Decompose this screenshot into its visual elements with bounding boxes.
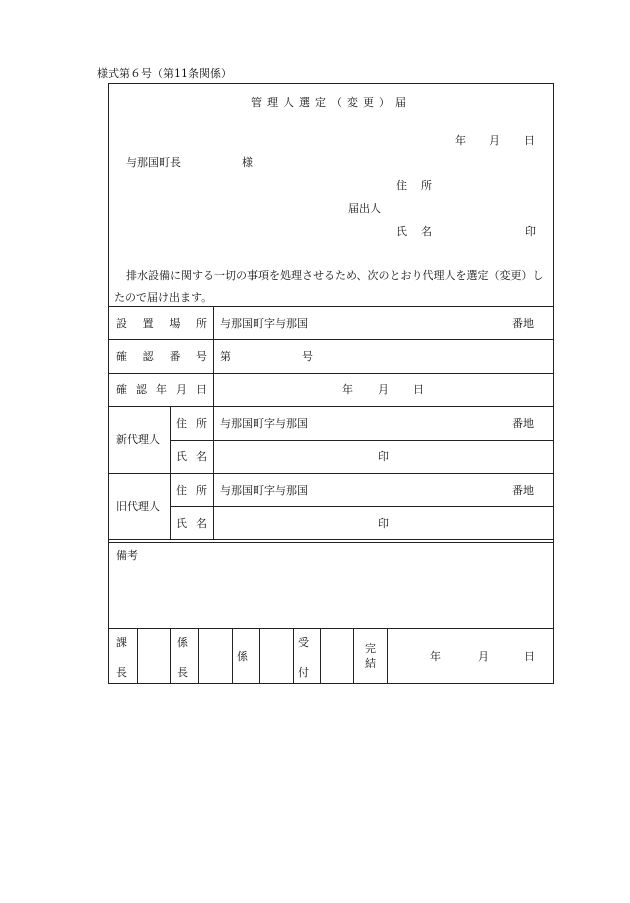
divider <box>259 628 260 684</box>
date-year: 年 <box>455 134 466 147</box>
label-char: 月 <box>176 383 187 396</box>
confirmation-date-month: 月 <box>378 383 389 396</box>
new-agent-name-label <box>176 451 207 462</box>
label-char: 置 <box>142 317 154 330</box>
completed-label-1: 完 <box>365 642 376 655</box>
label-char: 所 <box>196 417 207 430</box>
location-label <box>116 318 207 329</box>
remarks-label: 備考 <box>116 549 138 562</box>
divider <box>320 628 321 684</box>
subsection-chief-label-2: 長 <box>177 666 188 679</box>
new-agent-address-prefix: 与那国町字与那国 <box>220 417 308 430</box>
label-char: 住 <box>176 417 187 430</box>
label-char: 認 <box>136 383 147 396</box>
label-char: 確 <box>116 350 127 363</box>
label-char: 設 <box>116 317 127 330</box>
divider <box>353 628 354 684</box>
received-label-1: 受 <box>298 636 309 649</box>
divider <box>108 542 554 543</box>
divider <box>293 628 294 684</box>
label-char: 所 <box>195 317 207 330</box>
new-agent-seal: 印 <box>378 450 389 463</box>
applicant-seal: 印 <box>525 225 536 238</box>
completion-year: 年 <box>430 650 441 663</box>
label-char: 場 <box>169 317 181 330</box>
label-char: 番 <box>169 350 181 363</box>
label-char: 所 <box>196 484 207 497</box>
label-char: 名 <box>196 450 207 463</box>
label-char: 氏 <box>396 225 407 238</box>
confirmation-number-suffix: 号 <box>302 350 313 363</box>
divider <box>170 406 171 539</box>
confirmation-number-prefix: 第 <box>220 350 231 363</box>
new-agent-address-label <box>176 418 207 429</box>
new-agent-address-suffix: 番地 <box>512 417 534 430</box>
statement-text: 排水設備に関する一切の事項を処理させるため、次のとおり代理人を選定（変更）したので届け出ます。 <box>114 269 544 304</box>
old-agent-label: 旧代理人 <box>116 500 160 513</box>
divider <box>170 506 554 507</box>
label-char: 認 <box>142 350 154 363</box>
date-day: 日 <box>524 134 535 147</box>
divider <box>170 440 554 441</box>
divider <box>213 306 214 539</box>
divider <box>108 339 554 340</box>
applicant-name-label <box>396 226 432 237</box>
form-number: 様式第６号（第11条関係） <box>97 67 232 80</box>
label-char: 所 <box>421 179 432 192</box>
old-agent-address-label <box>176 485 207 496</box>
divider <box>108 628 554 629</box>
date-month: 月 <box>489 134 500 147</box>
divider <box>108 406 554 407</box>
divider <box>198 628 199 684</box>
location-prefix: 与那国町字与那国 <box>220 317 308 330</box>
location-suffix: 番地 <box>512 317 534 330</box>
label-char: 名 <box>421 225 432 238</box>
divider <box>137 628 138 684</box>
addressee-name: 与那国町長 <box>126 156 181 169</box>
addressee-honorific: 様 <box>242 156 253 169</box>
section-chief-label-2: 長 <box>116 666 127 679</box>
form-title: 管理人選定（変更）届 <box>251 96 411 109</box>
label-char: 氏 <box>176 517 187 530</box>
label-char: 住 <box>396 179 407 192</box>
old-agent-address-prefix: 与那国町字与那国 <box>220 484 308 497</box>
clerk-label: 係 <box>237 650 248 663</box>
applicant-role: 届出人 <box>348 202 381 215</box>
section-chief-label-1: 課 <box>116 636 127 649</box>
completed-label-2: 結 <box>365 657 376 670</box>
label-char: 年 <box>156 383 167 396</box>
label-char: 氏 <box>176 450 187 463</box>
confirmation-date-label <box>116 384 207 395</box>
confirmation-date-year: 年 <box>342 383 353 396</box>
subsection-chief-label-1: 係 <box>177 636 188 649</box>
divider <box>170 628 171 684</box>
divider <box>387 628 388 684</box>
old-agent-name-label <box>176 518 207 529</box>
label-char: 住 <box>176 484 187 497</box>
confirmation-number-label <box>116 351 207 362</box>
received-label-2: 付 <box>298 666 309 679</box>
old-agent-seal: 印 <box>378 517 389 530</box>
divider <box>232 628 233 684</box>
completion-day: 日 <box>524 650 535 663</box>
completion-month: 月 <box>478 650 489 663</box>
label-char: 名 <box>196 517 207 530</box>
old-agent-address-suffix: 番地 <box>512 484 534 497</box>
applicant-address-label <box>396 180 432 191</box>
divider <box>108 539 554 540</box>
label-char: 日 <box>196 383 207 396</box>
new-agent-label: 新代理人 <box>116 433 160 446</box>
label-char: 確 <box>116 383 127 396</box>
confirmation-date-day: 日 <box>413 383 424 396</box>
divider <box>108 373 554 374</box>
divider <box>108 473 554 474</box>
label-char: 号 <box>195 350 207 363</box>
